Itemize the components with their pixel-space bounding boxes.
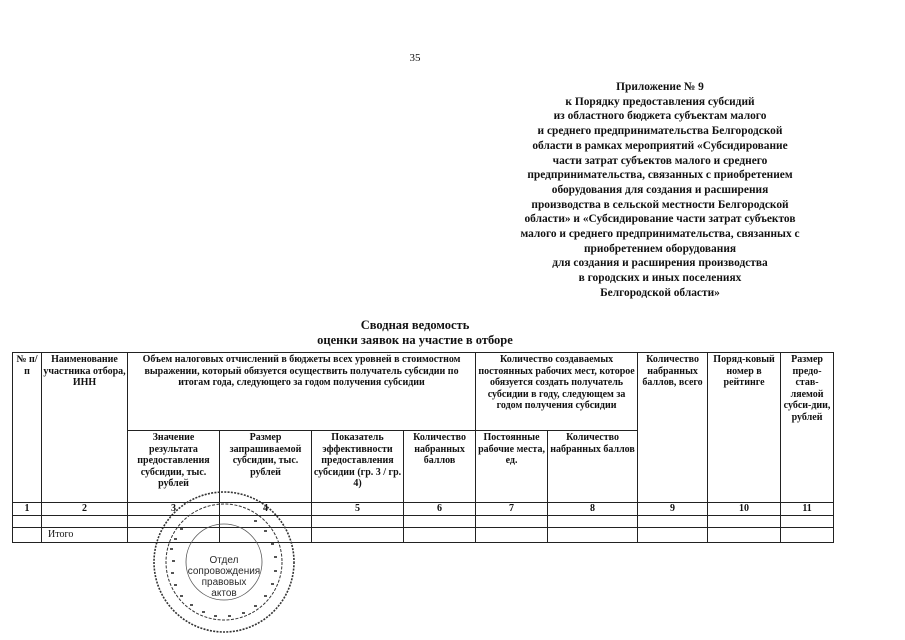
table-cell [42,516,128,528]
subheader-efficiency: Показатель эффективности предоставления субсидии (гр. 3 / гр. 4) [312,431,404,503]
stamp-line: сопровождения [187,566,261,577]
header-total-points: Количество набранных баллов, всего [638,353,708,503]
subheader-permanent-jobs: Постоянные рабочие места, ед. [476,431,548,503]
column-numbers-row [13,503,834,516]
appendix-line: производства в сельской местности Белгородской [531,198,789,211]
column-number: 1 [13,503,42,516]
document-title-line2: оценки заявок на участие в отборе [317,333,513,347]
header-number: № п/п [13,353,42,503]
table-cell [312,528,404,543]
table-cell [548,516,638,528]
table-cell [13,528,42,543]
header-rating-position: Поряд-ковый номер в рейтинге [708,353,781,503]
total-label: Итого [42,528,128,543]
column-number: 7 [476,503,548,516]
column-number: 5 [312,503,404,516]
page-number: 35 [409,52,421,64]
column-number: 2 [42,503,128,516]
stamp-text [174,555,274,599]
table-cell [312,516,404,528]
table-cell [638,528,708,543]
appendix-heading [480,80,840,301]
appendix-line: для создания и расширения производства [552,257,768,270]
appendix-line: приобретением оборудования [583,242,737,255]
subheader-tax-points: Количество набранных баллов [404,431,476,503]
appendix-line: и среднего предпринимательства Белгородской [537,125,783,138]
header-tax-group: Объем налоговых отчислений в бюджеты всех уровней в стоимостном выражении, который обязуется осуществить получатель субсидии по итогам года, следующего за годом получения субсидии [128,353,476,431]
appendix-line: Приложение № 9 [616,81,704,93]
subheader-requested-subsidy: Размер запрашиваемой субсидии, тыс. рублей [220,431,312,503]
appendix-line: Белгородской области» [600,286,720,299]
table-cell [708,516,781,528]
appendix-line: к Порядку предоставления субсидий [565,95,755,108]
table-cell [476,528,548,543]
table-row [13,516,834,528]
header-subsidy-amount: Размер предо-став-ляемой субси-дии, рублей [781,353,834,503]
table-cell [708,528,781,543]
subheader-jobs-points: Количество набранных баллов [548,431,638,503]
table-header-row [13,353,834,431]
appendix-line: оборудования для создания и расширения [551,183,769,196]
stamp-line: актов [211,588,237,599]
column-number: 4 [220,503,312,516]
table-cell [638,516,708,528]
column-number: 9 [638,503,708,516]
stamp-line: правовых [201,577,247,588]
summary-table [12,352,834,543]
subheader-result-value: Значение результата предоставления субсидии, тыс. рублей [128,431,220,503]
appendix-line: области» и «Субсидирование части затрат субъектов [524,213,796,226]
document-title-line1: Сводная ведомость [360,318,470,332]
table-cell [404,516,476,528]
total-row [13,528,834,543]
table-cell [404,528,476,543]
appendix-line: предпринимательства, связанных с приобретением [527,169,793,182]
table-cell [476,516,548,528]
appendix-line: в городских и иных поселениях [578,272,742,285]
appendix-line: части затрат субъектов малого и среднего [552,154,768,167]
column-number: 11 [781,503,834,516]
table-cell [781,516,834,528]
appendix-line: малого и среднего предпринимательства, связанных с [520,228,800,241]
table-cell [13,516,42,528]
document-title [0,318,830,348]
column-number: 6 [404,503,476,516]
table-cell [781,528,834,543]
stamp-line: Отдел [209,555,239,566]
column-number: 10 [708,503,781,516]
appendix-line: области в рамках мероприятий «Субсидирование [532,139,788,152]
table-cell [548,528,638,543]
appendix-line: из областного бюджета субъектам малого [553,110,767,123]
column-number: 8 [548,503,638,516]
header-participant: Наименование участника отбора, ИНН [42,353,128,503]
column-number: 3 [128,503,220,516]
header-jobs-group: Количество создаваемых постоянных рабочих мест, которое обязуется создать получатель субсидии в году, следующем за годом получения субсидии [476,353,638,431]
